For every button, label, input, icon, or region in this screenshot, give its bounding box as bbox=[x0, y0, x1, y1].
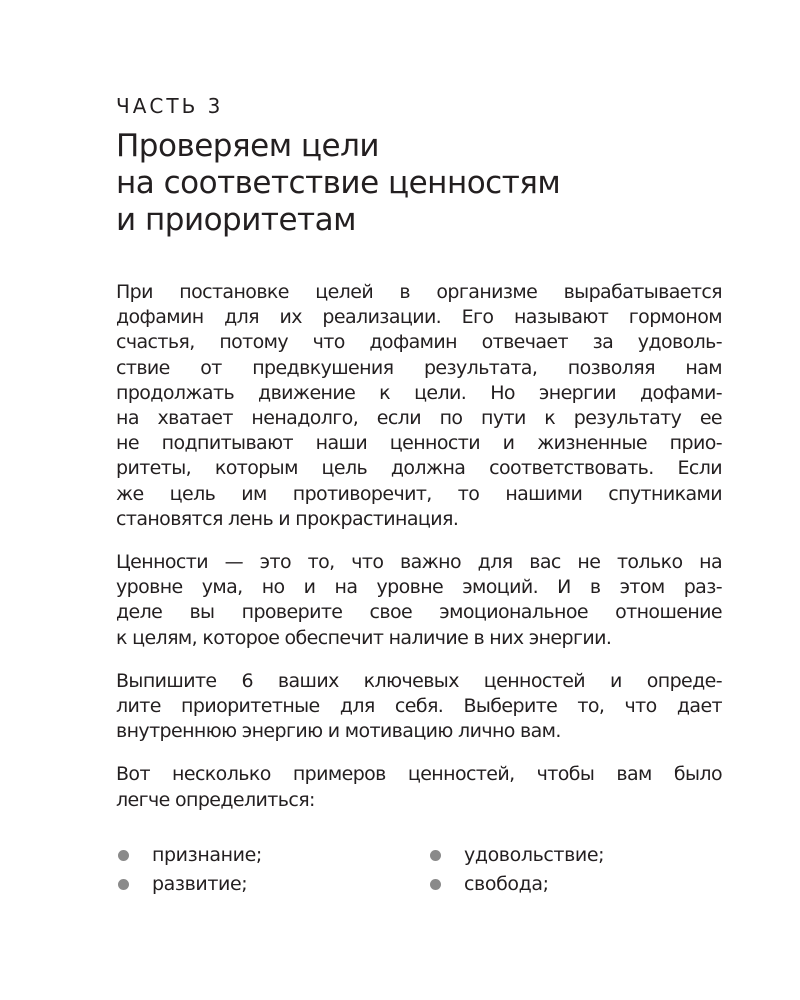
bullet-dot-icon bbox=[118, 850, 129, 861]
page bbox=[116, 92, 722, 897]
text-line: продолжать движение к цели. Но энергии дофами- bbox=[116, 381, 722, 404]
paragraph-instructions bbox=[116, 669, 722, 745]
list-item-text: удовольствие; bbox=[464, 843, 605, 866]
text-line: же цель им противоречит, то нашими спутниками bbox=[116, 482, 722, 505]
list-item-text: признание; bbox=[152, 843, 262, 866]
text-line: легче определиться: bbox=[116, 788, 315, 811]
title-line: на соответствие ценностям bbox=[116, 165, 561, 201]
title-line: и приоритетам bbox=[116, 202, 356, 238]
list-item bbox=[116, 843, 428, 868]
title-line: Проверяем цели bbox=[116, 128, 380, 164]
list-item bbox=[428, 872, 722, 897]
list-item-text: развитие; bbox=[152, 872, 248, 895]
bullet-dot-icon bbox=[430, 850, 441, 861]
text-line: При постановке целей в организме вырабатывается bbox=[116, 281, 722, 303]
body-text bbox=[116, 280, 722, 813]
text-line: Вот несколько примеров ценностей, чтобы вам было bbox=[116, 763, 722, 786]
text-line: Выпишите 6 ваших ключевых ценностей и опреде- bbox=[116, 669, 722, 692]
text-line: деле вы проверите свое эмоциональное отношение bbox=[116, 601, 722, 624]
list-item-text: свобода; bbox=[464, 872, 549, 895]
text-line: дофамин для их реализации. Его называют гормоном bbox=[116, 306, 722, 329]
text-line: лите приоритетные для себя. Выберите то, что дает bbox=[116, 695, 722, 718]
text-line: ритеты, которым цель должна соответствовать. Если bbox=[116, 457, 722, 480]
text-line: уровне ума, но и на уровне эмоций. И в этом раз- bbox=[116, 576, 722, 599]
paragraph-values bbox=[116, 550, 722, 651]
list-item bbox=[116, 872, 428, 897]
text-line: не подпитывают наши ценности и жизненные прио- bbox=[116, 432, 722, 455]
text-line: становятся лень и прокрастинация. bbox=[116, 507, 459, 530]
values-examples-list bbox=[116, 843, 722, 897]
bullet-dot-icon bbox=[118, 879, 129, 890]
paragraph-dopamine bbox=[116, 280, 722, 532]
page-title bbox=[116, 128, 722, 239]
paragraph-examples-intro bbox=[116, 762, 722, 812]
list-item bbox=[428, 843, 722, 868]
text-line: к целям, которое обеспечит наличие в них энергии. bbox=[116, 626, 612, 649]
bullet-dot-icon bbox=[430, 879, 441, 890]
text-line: счастья, потому что дофамин отвечает за удоволь- bbox=[116, 331, 722, 354]
text-line: Ценности — это то, что важно для вас не только на bbox=[116, 551, 722, 574]
text-line: ствие от предвкушения результата, позволяя нам bbox=[116, 356, 722, 379]
chapter-label: ЧАСТЬ 3 bbox=[116, 94, 224, 118]
text-line: на хватает ненадолго, если по пути к результату ее bbox=[116, 407, 722, 430]
text-line: внутреннюю энергию и мотивацию лично вам. bbox=[116, 720, 561, 743]
